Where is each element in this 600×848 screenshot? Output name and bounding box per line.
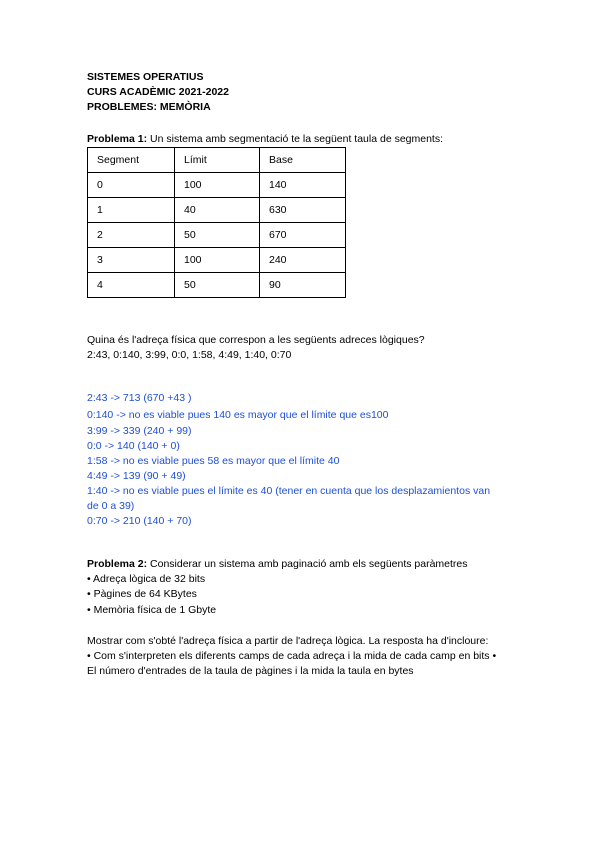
answer-line: 3:99 -> 339 (240 + 99) (87, 425, 192, 437)
problem1-question: Quina és l'adreça física que correspon a les següents adreces lògiques? (87, 334, 425, 346)
table-header-row (88, 148, 346, 173)
table-cell: 670 (260, 223, 346, 248)
table-cell: 3 (88, 248, 175, 273)
problem2-label: Problema 2: (87, 558, 148, 570)
logical-addresses: 2:43, 0:140, 3:99, 0:0, 1:58, 4:49, 1:40, 0:70 (87, 349, 292, 361)
answer-line: 2:43 -> 713 (670 +43 ) (87, 392, 192, 404)
answer-line: 4:49 -> 139 (90 + 49) (87, 470, 186, 482)
answer-line: de 0 a 39) (87, 500, 135, 512)
table-cell: 90 (260, 273, 346, 298)
problems-heading: PROBLEMES: MEMÒRIA (87, 101, 211, 113)
table-header-cell: Segment (88, 148, 175, 173)
table-cell: 50 (175, 223, 260, 248)
param-item: • Memòria física de 1 Gbyte (87, 604, 217, 616)
table-cell: 50 (175, 273, 260, 298)
problem1-statement (87, 132, 443, 146)
table-row (88, 198, 346, 223)
table-cell: 100 (175, 248, 260, 273)
table-cell: 0 (88, 173, 175, 198)
table-row (88, 273, 346, 298)
answer-line: 0:70 -> 210 (140 + 70) (87, 515, 192, 527)
table-cell: 4 (88, 273, 175, 298)
param-item: • Pàgines de 64 KBytes (87, 588, 197, 600)
problem1-label: Problema 1: (87, 133, 148, 145)
answer-line: 1:58 -> no es viable pues 58 es mayor que el límite 40 (87, 455, 340, 467)
table-header-cell: Límit (175, 148, 260, 173)
instruction-line: • Com s'interpreten els diferents camps de cada adreça i la mida de cada camp en bits • (87, 650, 497, 662)
table-row (88, 248, 346, 273)
answer-line: 1:40 -> no es viable pues el límite es 40 (tener en cuenta que los desplazamientos van (87, 485, 491, 497)
table-cell: 140 (260, 173, 346, 198)
segment-table (87, 147, 346, 298)
table-row (88, 223, 346, 248)
answer-line: 0:0 -> 140 (140 + 0) (87, 440, 180, 452)
param-item: • Adreça lògica de 32 bits (87, 573, 206, 585)
answer-line: 0:140 -> no es viable pues 140 es mayor que el límite que es100 (87, 409, 389, 421)
table-cell: 2 (88, 223, 175, 248)
problem1-text: Un sistema amb segmentació te la següent taula de segments: (147, 133, 444, 145)
course-title: SISTEMES OPERATIUS (87, 71, 204, 83)
table-cell: 100 (175, 173, 260, 198)
table-cell: 1 (88, 198, 175, 223)
table-cell: 630 (260, 198, 346, 223)
academic-year: CURS ACADÈMIC 2021-2022 (87, 86, 229, 98)
instruction-line: Mostrar com s'obté l'adreça física a partir de l'adreça lògica. La resposta ha d'incloure: (87, 635, 489, 647)
table-header-cell: Base (260, 148, 346, 173)
instruction-line: El número d'entrades de la taula de pàgines i la mida la taula en bytes (87, 665, 414, 677)
problem2-statement (87, 557, 468, 571)
table-cell: 240 (260, 248, 346, 273)
table-cell: 40 (175, 198, 260, 223)
problem2-text: Considerar un sistema amb paginació amb els següents paràmetres (147, 558, 468, 570)
table-row (88, 173, 346, 198)
